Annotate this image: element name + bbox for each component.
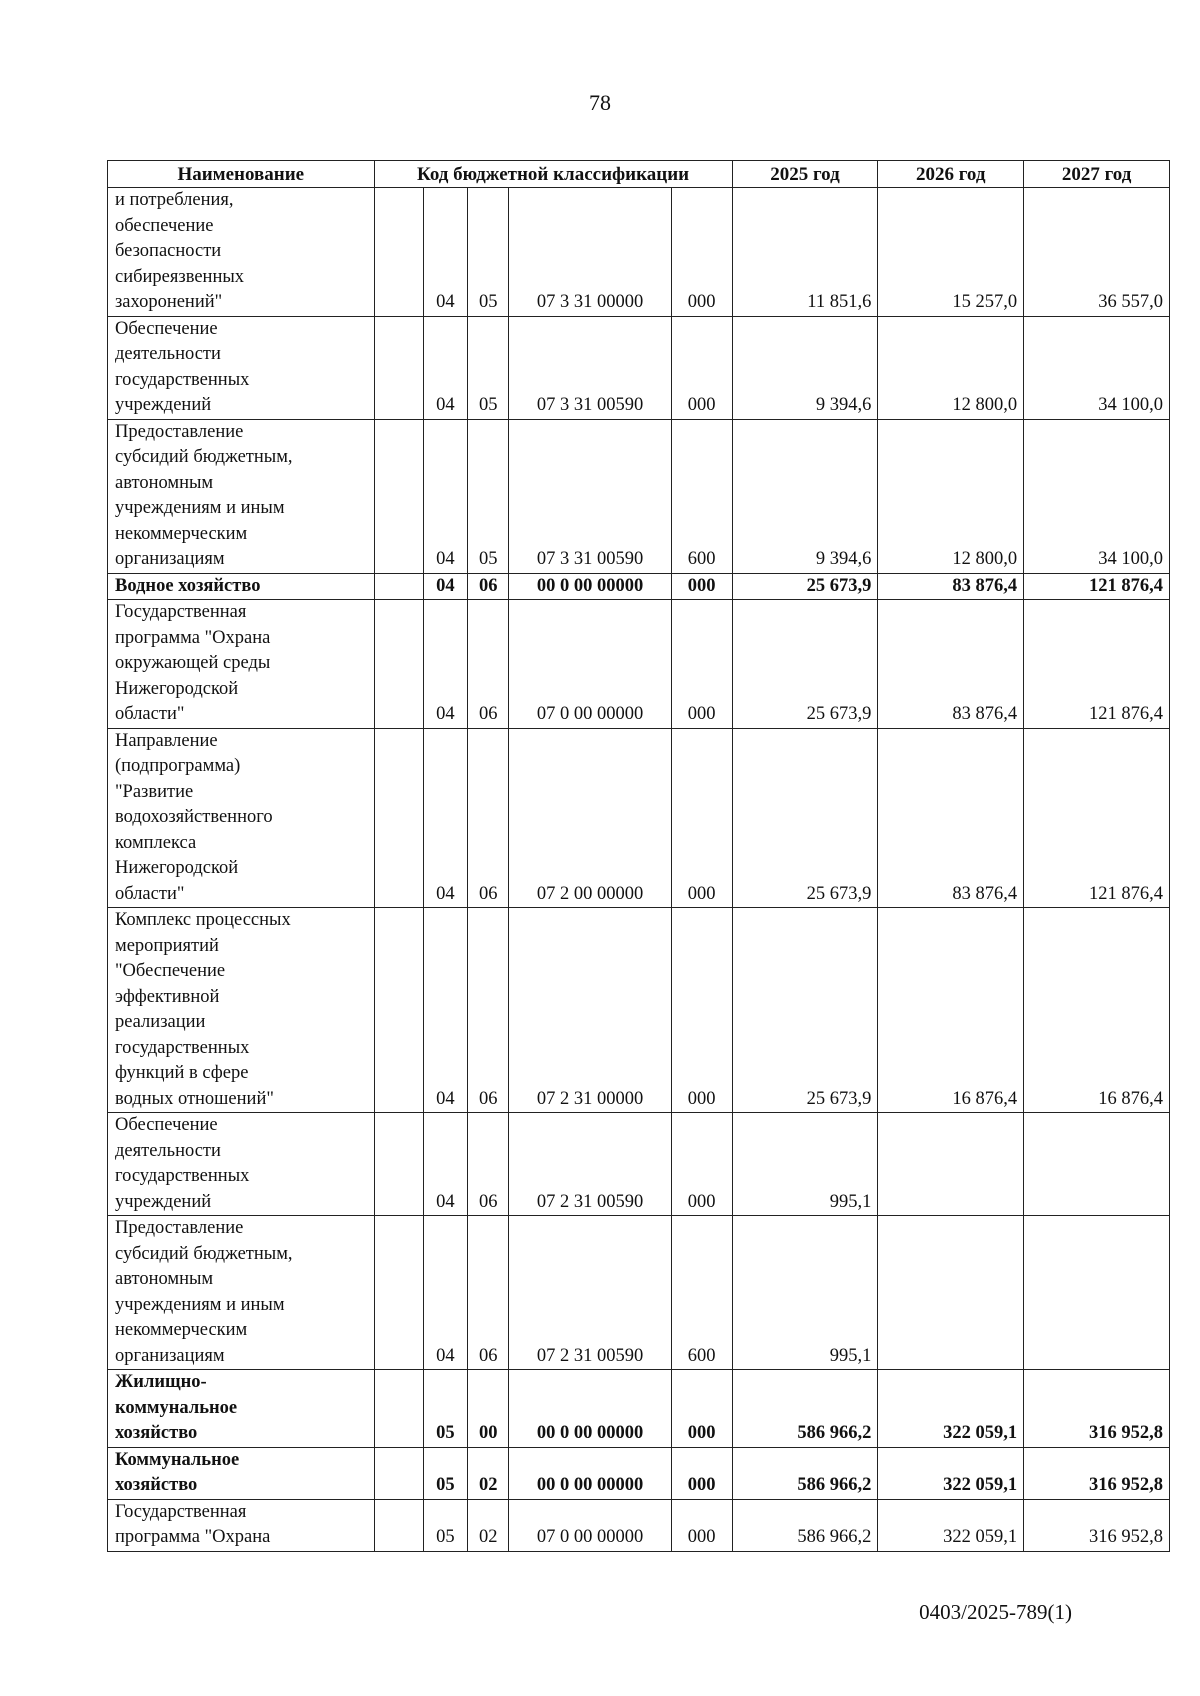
document-number: 0403/2025-789(1) (919, 1600, 1072, 1624)
subsection-code: 05 (468, 316, 509, 419)
section-code: 05 (423, 1447, 468, 1499)
value-2025: 25 673,9 (732, 573, 878, 600)
value-2027: 34 100,0 (1024, 419, 1170, 573)
value-2027: 36 557,0 (1024, 188, 1170, 317)
table-row (108, 728, 1170, 908)
target-article-code: 07 0 00 00000 (509, 1499, 671, 1551)
value-2026 (878, 1216, 1024, 1370)
value-2026: 12 800,0 (878, 419, 1024, 573)
expense-type-code: 000 (671, 600, 732, 729)
expense-type-code: 000 (671, 1447, 732, 1499)
value-2025: 586 966,2 (732, 1499, 878, 1551)
empty-cell (374, 1113, 423, 1216)
value-2027: 316 952,8 (1024, 1370, 1170, 1448)
section-code: 04 (423, 419, 468, 573)
value-2027: 16 876,4 (1024, 908, 1170, 1113)
target-article-code: 00 0 00 00000 (509, 1370, 671, 1448)
table-row (108, 908, 1170, 1113)
table-row (108, 1499, 1170, 1551)
value-2027: 316 952,8 (1024, 1499, 1170, 1551)
table-row (108, 573, 1170, 600)
empty-cell (374, 600, 423, 729)
value-2026: 322 059,1 (878, 1370, 1024, 1448)
subsection-code: 06 (468, 1216, 509, 1370)
row-name: Коммунальное хозяйство (108, 1447, 375, 1499)
value-2027: 121 876,4 (1024, 728, 1170, 908)
target-article-code: 07 3 31 00590 (509, 316, 671, 419)
row-name: Обеспечение деятельности государственных учреждений (108, 316, 375, 419)
subsection-code: 06 (468, 573, 509, 600)
table-row (108, 600, 1170, 729)
subsection-code: 05 (468, 188, 509, 317)
row-name: Комплекс процессных мероприятий "Обеспечение эффективной реализации государственных функций в сфере водных отношений" (108, 908, 375, 1113)
subsection-code: 05 (468, 419, 509, 573)
value-2027 (1024, 1216, 1170, 1370)
header-2025: 2025 год (732, 161, 878, 188)
value-2027: 121 876,4 (1024, 600, 1170, 729)
row-name: Государственная программа "Охрана окружающей среды Нижегородской области" (108, 600, 375, 729)
target-article-code: 00 0 00 00000 (509, 573, 671, 600)
subsection-code: 06 (468, 728, 509, 908)
subsection-code: 06 (468, 1113, 509, 1216)
value-2025: 25 673,9 (732, 600, 878, 729)
row-name: Обеспечение деятельности государственных учреждений (108, 1113, 375, 1216)
value-2027: 316 952,8 (1024, 1447, 1170, 1499)
section-code: 04 (423, 908, 468, 1113)
empty-cell (374, 1370, 423, 1448)
value-2026: 322 059,1 (878, 1447, 1024, 1499)
subsection-code: 02 (468, 1499, 509, 1551)
table-body (108, 188, 1170, 1552)
expense-type-code: 000 (671, 573, 732, 600)
value-2025: 9 394,6 (732, 316, 878, 419)
target-article-code: 00 0 00 00000 (509, 1447, 671, 1499)
subsection-code: 00 (468, 1370, 509, 1448)
header-code: Код бюджетной классификации (374, 161, 732, 188)
expense-type-code: 000 (671, 728, 732, 908)
row-name: Государственная программа "Охрана (108, 1499, 375, 1551)
value-2025: 11 851,6 (732, 188, 878, 317)
table-row (108, 1370, 1170, 1448)
value-2026: 83 876,4 (878, 600, 1024, 729)
empty-cell (374, 573, 423, 600)
target-article-code: 07 2 31 00590 (509, 1216, 671, 1370)
table-row (108, 316, 1170, 419)
expense-type-code: 000 (671, 316, 732, 419)
value-2025: 586 966,2 (732, 1447, 878, 1499)
section-code: 04 (423, 1113, 468, 1216)
empty-cell (374, 188, 423, 317)
target-article-code: 07 0 00 00000 (509, 600, 671, 729)
row-name: и потребления, обеспечение безопасности сибиреязвенных захоронений" (108, 188, 375, 317)
value-2025: 25 673,9 (732, 728, 878, 908)
header-2026: 2026 год (878, 161, 1024, 188)
budget-table (107, 160, 1170, 1552)
expense-type-code: 000 (671, 188, 732, 317)
expense-type-code: 000 (671, 1113, 732, 1216)
section-code: 05 (423, 1370, 468, 1448)
section-code: 04 (423, 600, 468, 729)
value-2026: 322 059,1 (878, 1499, 1024, 1551)
empty-cell (374, 908, 423, 1113)
table-row (108, 188, 1170, 317)
subsection-code: 02 (468, 1447, 509, 1499)
value-2027 (1024, 1113, 1170, 1216)
empty-cell (374, 1216, 423, 1370)
value-2026: 83 876,4 (878, 728, 1024, 908)
row-name: Предоставление субсидий бюджетным, автономным учреждениям и иным некоммерческим организациям (108, 419, 375, 573)
value-2025: 25 673,9 (732, 908, 878, 1113)
section-code: 04 (423, 573, 468, 600)
page-number: 78 (589, 90, 611, 115)
value-2025: 9 394,6 (732, 419, 878, 573)
table-row (108, 419, 1170, 573)
value-2025: 995,1 (732, 1113, 878, 1216)
value-2027: 121 876,4 (1024, 573, 1170, 600)
value-2026: 83 876,4 (878, 573, 1024, 600)
empty-cell (374, 1499, 423, 1551)
table-header-row (108, 161, 1170, 188)
table-row (108, 1113, 1170, 1216)
value-2026: 15 257,0 (878, 188, 1024, 317)
expense-type-code: 000 (671, 1370, 732, 1448)
table-row (108, 1216, 1170, 1370)
target-article-code: 07 2 31 00000 (509, 908, 671, 1113)
expense-type-code: 600 (671, 419, 732, 573)
target-article-code: 07 3 31 00590 (509, 419, 671, 573)
expense-type-code: 600 (671, 1216, 732, 1370)
empty-cell (374, 316, 423, 419)
section-code: 04 (423, 728, 468, 908)
value-2026: 16 876,4 (878, 908, 1024, 1113)
section-code: 04 (423, 188, 468, 317)
empty-cell (374, 1447, 423, 1499)
table-row (108, 1447, 1170, 1499)
row-name: Предоставление субсидий бюджетным, автономным учреждениям и иным некоммерческим организациям (108, 1216, 375, 1370)
subsection-code: 06 (468, 908, 509, 1113)
row-name: Направление (подпрограмма) "Развитие водохозяйственного комплекса Нижегородской области" (108, 728, 375, 908)
subsection-code: 06 (468, 600, 509, 729)
value-2027: 34 100,0 (1024, 316, 1170, 419)
value-2025: 586 966,2 (732, 1370, 878, 1448)
header-2027: 2027 год (1024, 161, 1170, 188)
empty-cell (374, 419, 423, 573)
target-article-code: 07 3 31 00000 (509, 188, 671, 317)
header-name: Наименование (108, 161, 375, 188)
value-2026 (878, 1113, 1024, 1216)
section-code: 04 (423, 1216, 468, 1370)
row-name: Жилищно- коммунальное хозяйство (108, 1370, 375, 1448)
value-2026: 12 800,0 (878, 316, 1024, 419)
target-article-code: 07 2 31 00590 (509, 1113, 671, 1216)
section-code: 04 (423, 316, 468, 419)
value-2025: 995,1 (732, 1216, 878, 1370)
row-name: Водное хозяйство (108, 573, 375, 600)
expense-type-code: 000 (671, 1499, 732, 1551)
section-code: 05 (423, 1499, 468, 1551)
target-article-code: 07 2 00 00000 (509, 728, 671, 908)
empty-cell (374, 728, 423, 908)
expense-type-code: 000 (671, 908, 732, 1113)
